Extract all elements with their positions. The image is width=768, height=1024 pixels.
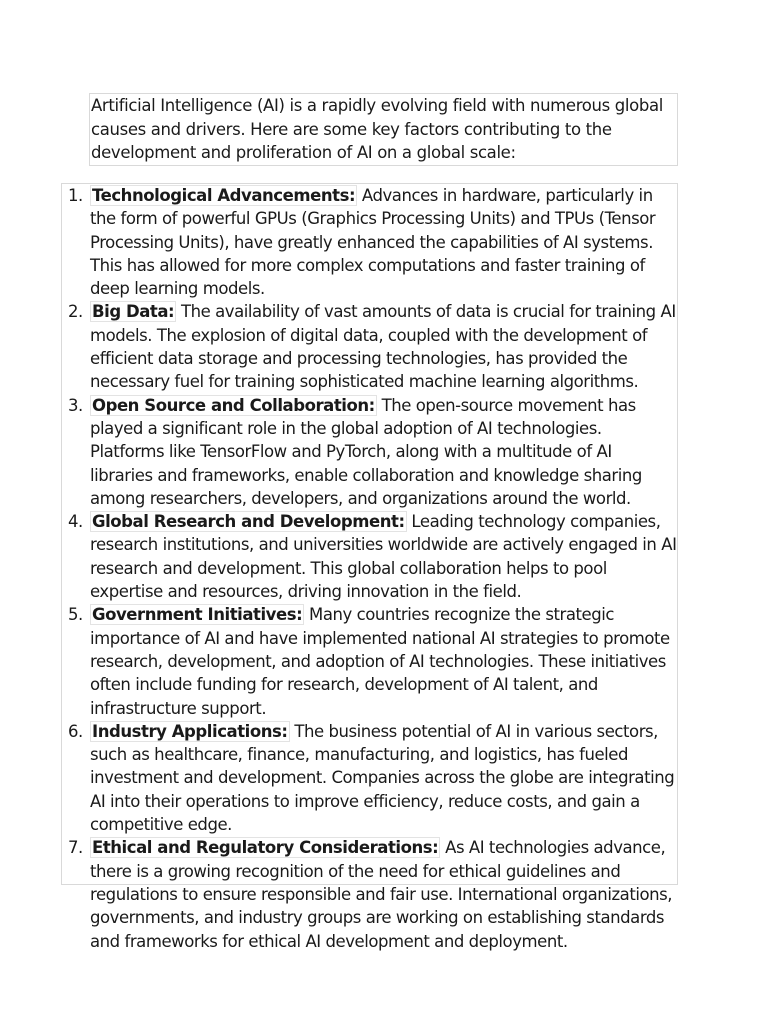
factor-term: Big Data: [92,302,175,322]
factors-list [62,184,677,953]
factor-text: Advances in hardware, particularly in the form of powerful GPUs (Graphics Processing Units) and TPUs (Tensor Processing Units), have greatly enhanced the capabilities of AI systems. This has allowed for more complex computations and faster training of deep learning models. [90,186,656,299]
factor-item [62,510,677,603]
factor-text: Many countries recognize the strategic importance of AI and have implemented national AI strategies to promote research, development, and adoption of AI technologies. These initiatives often include funding for research, development of AI talent, and infrastructure support. [90,605,670,718]
factor-term: Ethical and Regulatory Considerations: [92,838,439,858]
factor-text: Leading technology companies, research institutions, and universities worldwide are actively engaged in AI research and development. This global collaboration helps to pool expertise and resources, driving innovation in the field. [90,512,677,602]
factor-item [62,836,677,952]
factor-term: Government Initiatives: [92,605,303,625]
factor-number: 3. [68,395,83,415]
intro-paragraph: Artificial Intelligence (AI) is a rapidly evolving field with numerous global causes and drivers. Here are some key factors contributing to the development and proliferation of AI on a global scale: [89,93,678,166]
factor-number: 7. [68,838,83,858]
factor-text: The business potential of AI in various sectors, such as healthcare, finance, manufacturing, and logistics, has fueled investment and development. Companies across the globe are integrating AI into their operations to improve efficiency, reduce costs, and gain a competitive edge. [90,721,675,835]
factor-term: Global Research and Development: [92,512,405,532]
factor-text: The open-source movement has played a significant role in the global adoption of AI technologies. Platforms like TensorFlow and PyTorch, along with a multitude of AI libraries and frameworks, enable collaboration and knowledge sharing among researchers, developers, and organizations around the world. [90,395,642,508]
factors-list-container [61,183,678,951]
factor-item [62,720,677,836]
factor-term: Industry Applications: [92,721,288,741]
factor-item [62,394,677,510]
factor-text: As AI technologies advance, there is a growing recognition of the need for ethical guidelines and regulations to ensure responsible and fair use. International organizations, governments, and industry groups are working on establishing standards and frameworks for ethical AI development and deployment. [90,838,673,951]
factor-term: Technological Advancements: [92,186,356,205]
factor-item [62,184,677,300]
factor-text: The availability of vast amounts of data is crucial for training AI models. The explosion of digital data, coupled with the development of efficient data storage and processing technologies, has provided the necessary fuel for training sophisticated machine learning algorithms. [90,302,676,392]
factor-item [62,300,677,393]
factor-number: 4. [68,512,83,532]
factor-number: 5. [68,605,83,625]
factor-item [62,603,677,719]
factor-number: 1. [68,186,83,205]
factor-term: Open Source and Collaboration: [92,395,375,415]
factor-number: 6. [68,721,83,741]
factor-number: 2. [68,302,83,322]
